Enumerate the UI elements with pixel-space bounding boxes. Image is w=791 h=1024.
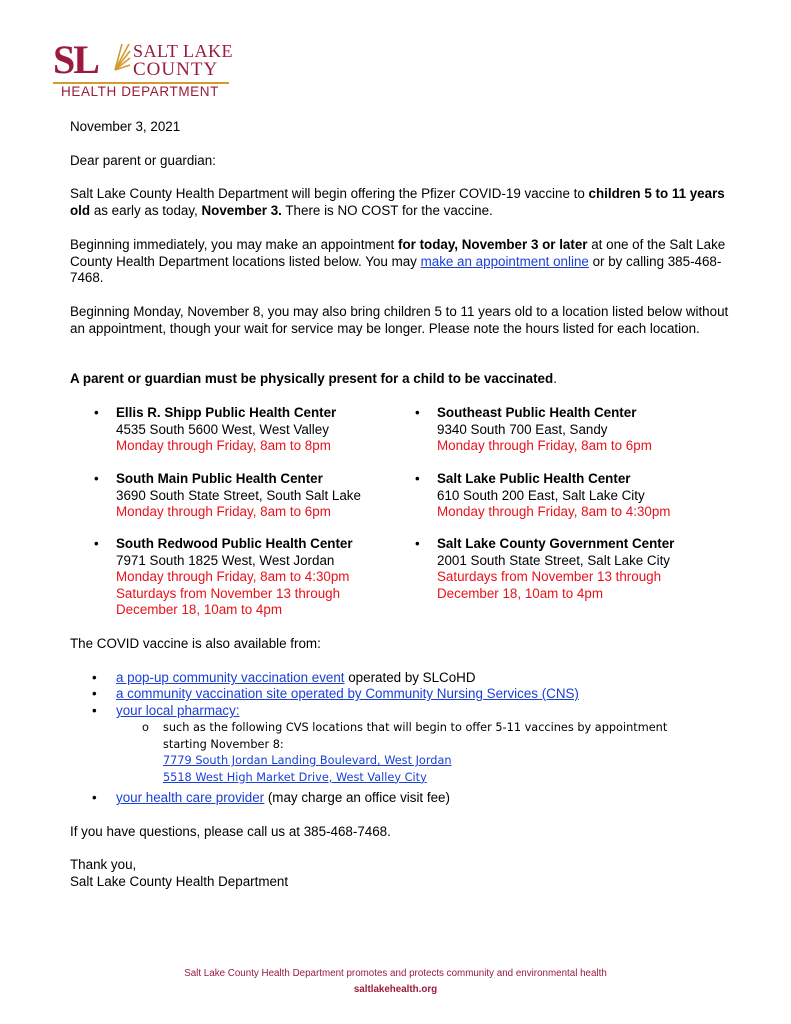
bullet: • bbox=[94, 405, 99, 420]
location-south-redwood bbox=[94, 536, 426, 619]
bullet: • bbox=[92, 790, 97, 805]
location-hours: Monday through Friday, 8am to 4:30pm bbox=[116, 569, 350, 584]
walkin-paragraph: Beginning Monday, November 8, you may also bring children 5 to 11 years old to a location listed below without an appointment, though your wait for service may be longer. Please note the hours listed for each location. bbox=[70, 304, 729, 336]
appointment-text: or by calling 385-468-7468. bbox=[70, 253, 722, 285]
closing-signature: Salt Lake County Health Department bbox=[70, 874, 289, 889]
cvs-text-line1: such as the following CVS locations that will begin to offer 5-11 vaccines by appointment bbox=[163, 721, 668, 734]
location-ellis-shipp bbox=[94, 405, 426, 455]
footer-website: saltlakehealth.org bbox=[353, 984, 438, 995]
bullet: • bbox=[92, 670, 97, 685]
cvs-description bbox=[163, 720, 723, 786]
location-name: Southeast Public Health Center bbox=[437, 405, 637, 420]
pharmacy-link[interactable]: your local pharmacy: bbox=[116, 703, 240, 718]
cns-site-link[interactable]: a community vaccination site operated by Community Nursing Services (CNS) bbox=[116, 686, 579, 701]
location-hours: Monday through Friday, 8am to 6pm bbox=[437, 438, 652, 453]
location-address: 610 South 200 East, Salt Lake City bbox=[437, 487, 645, 503]
location-hours: Monday through Friday, 8am to 4:30pm bbox=[437, 504, 671, 519]
location-hours: Saturdays from November 13 through bbox=[116, 585, 341, 601]
location-name: South Main Public Health Center bbox=[116, 471, 323, 486]
location-hours: Saturdays from November 13 through bbox=[437, 569, 662, 584]
intro-date-bold: November 3. bbox=[201, 202, 282, 218]
intro-text: There is NO COST for the vaccine. bbox=[281, 202, 493, 218]
bullet: • bbox=[415, 471, 420, 486]
also-available-heading: The COVID vaccine is also available from: bbox=[70, 636, 321, 651]
bullet: • bbox=[94, 536, 99, 551]
logo-initials: SL bbox=[53, 37, 98, 82]
appointment-online-link[interactable]: make an appointment online bbox=[420, 253, 589, 269]
cvs-west-jordan-link[interactable]: 7779 South Jordan Landing Boulevard, West Jordan bbox=[163, 754, 452, 767]
location-name: South Redwood Public Health Center bbox=[116, 536, 353, 551]
intro-text: Salt Lake County Health Department will begin offering the Pfizer COVID-19 vaccine to bbox=[70, 186, 589, 201]
location-name: Salt Lake Public Health Center bbox=[437, 471, 631, 486]
provider-text: (may charge an office visit fee) bbox=[264, 790, 450, 805]
list-item-popup bbox=[92, 670, 476, 687]
closing-thanks: Thank you, bbox=[70, 857, 137, 872]
intro-paragraph bbox=[70, 186, 730, 219]
questions-line: If you have questions, please call us at 385-468-7468. bbox=[70, 824, 391, 839]
location-southeast bbox=[415, 405, 747, 455]
location-name: Salt Lake County Government Center bbox=[437, 536, 675, 551]
bullet: • bbox=[92, 686, 97, 701]
logo-department: HEALTH DEPARTMENT bbox=[61, 84, 219, 99]
sunburst-icon bbox=[113, 42, 131, 72]
location-address: 7971 South 1825 West, West Jordan bbox=[116, 552, 335, 568]
location-name: Ellis R. Shipp Public Health Center bbox=[116, 405, 337, 420]
list-item-cns bbox=[92, 686, 579, 703]
footer-tagline: Salt Lake County Health Department promotes and protects community and environmental health bbox=[184, 968, 607, 979]
list-item-pharmacy bbox=[92, 703, 240, 720]
guardian-notice-end: . bbox=[553, 371, 557, 386]
list-item-provider bbox=[92, 790, 450, 807]
salutation: Dear parent or guardian: bbox=[70, 153, 216, 168]
popup-event-link[interactable]: a pop-up community vaccination event bbox=[116, 670, 345, 685]
bullet: • bbox=[415, 536, 420, 551]
letter-date: November 3, 2021 bbox=[70, 119, 181, 134]
logo-line1: SALT LAKE bbox=[133, 41, 234, 61]
location-south-main bbox=[94, 471, 426, 521]
location-government-center bbox=[415, 536, 747, 602]
bullet: • bbox=[415, 405, 420, 420]
location-hours: December 18, 10am to 4pm bbox=[116, 602, 282, 617]
location-hours: Monday through Friday, 8am to 6pm bbox=[116, 504, 331, 519]
location-address: 2001 South State Street, Salt Lake City bbox=[437, 552, 670, 568]
guardian-notice bbox=[70, 371, 730, 388]
location-address: 9340 South 700 East, Sandy bbox=[437, 421, 608, 437]
health-care-provider-link[interactable]: your health care provider bbox=[116, 790, 265, 805]
popup-event-text: operated by SLCoHD bbox=[344, 670, 476, 685]
location-address: 4535 South 5600 West, West Valley bbox=[116, 421, 329, 437]
location-hours: December 18, 10am to 4pm bbox=[437, 585, 603, 601]
appointment-text: Beginning immediately, you may make an appointment bbox=[70, 237, 398, 252]
cvs-text-line2: starting November 8: bbox=[163, 737, 284, 751]
location-salt-lake bbox=[415, 471, 747, 521]
bullet: • bbox=[94, 471, 99, 486]
guardian-notice-bold: A parent or guardian must be physically present for a child to be vaccinated bbox=[70, 371, 554, 386]
appointment-bold: for today, November 3 or later bbox=[398, 237, 588, 252]
location-hours: Monday through Friday, 8am to 8pm bbox=[116, 438, 331, 453]
logo-line2: COUNTY bbox=[133, 59, 219, 80]
intro-text: as early as today, bbox=[90, 202, 202, 218]
intro-age-bold: children 5 to 11 years old bbox=[70, 186, 725, 218]
appointment-paragraph bbox=[70, 237, 730, 287]
county-logo bbox=[53, 37, 234, 102]
cvs-west-valley-link[interactable]: 5518 West High Market Drive, West Valley City bbox=[163, 770, 427, 784]
location-address: 3690 South State Street, South Salt Lake bbox=[116, 487, 361, 503]
cvs-sub-marker: o bbox=[142, 721, 149, 734]
appointment-text: at one of the Salt Lake County Health Department locations listed below. You may bbox=[70, 237, 726, 269]
bullet: • bbox=[92, 703, 97, 718]
